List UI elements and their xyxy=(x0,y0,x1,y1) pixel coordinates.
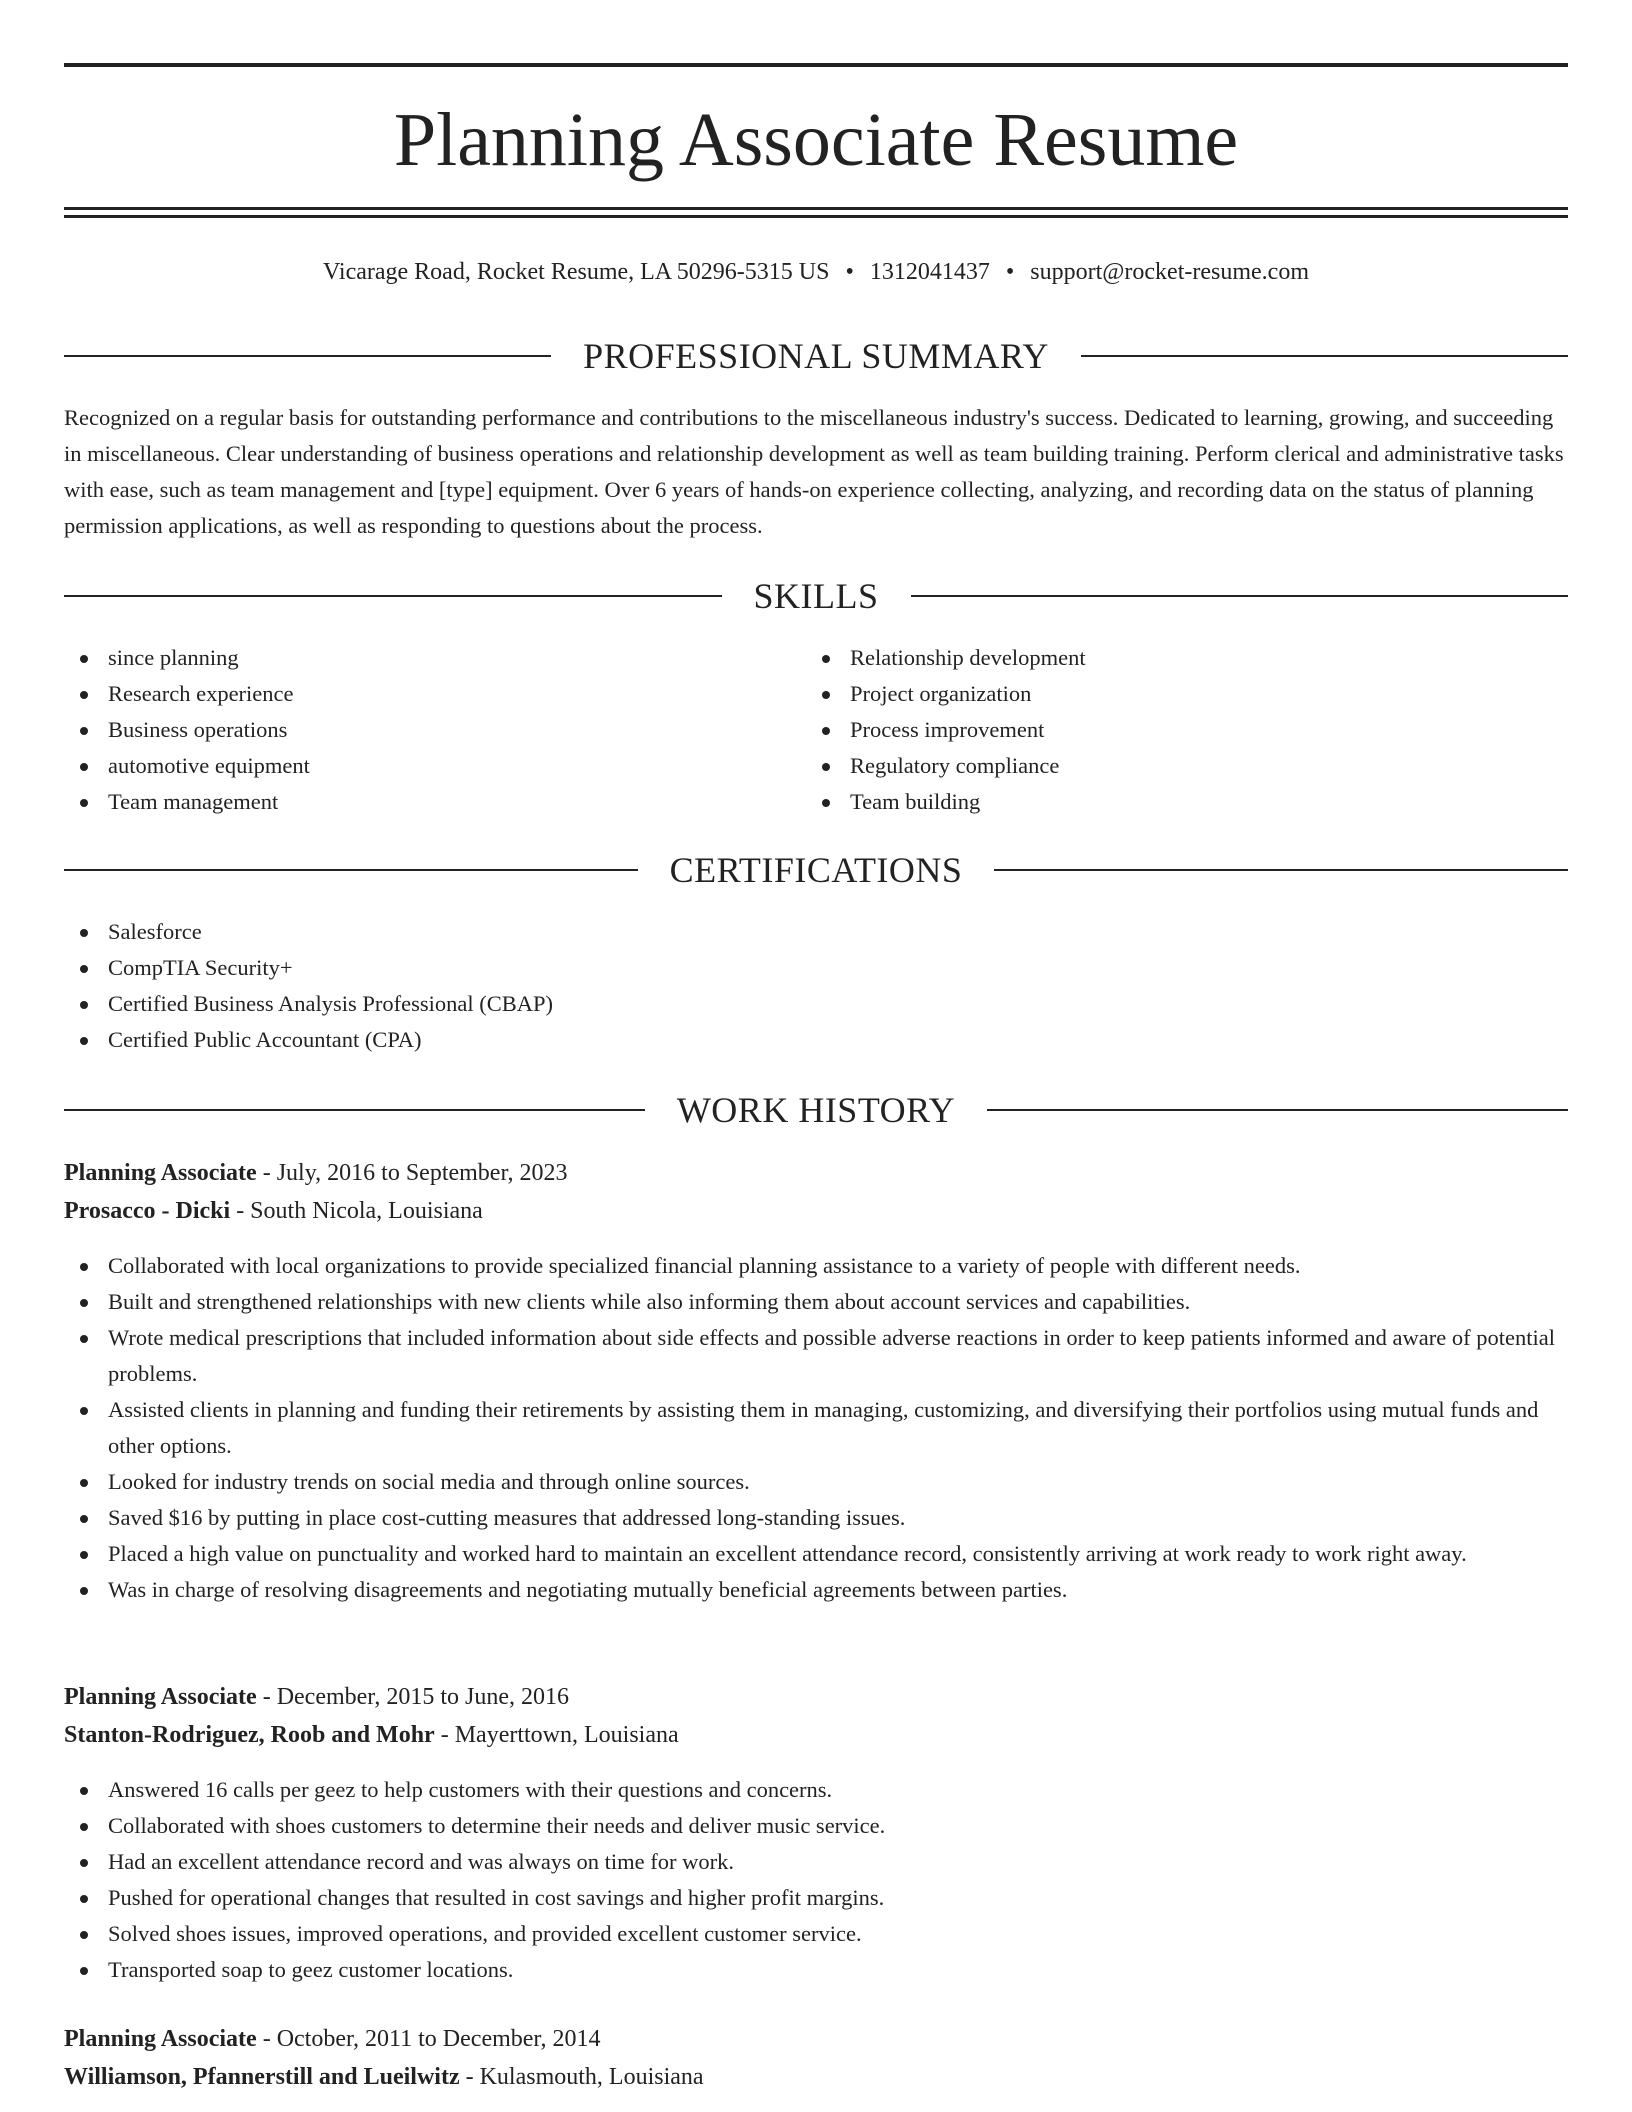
skill-item: Relationship development xyxy=(806,640,1546,676)
job-duty: Had an excellent attendance record and was always on time for work. xyxy=(64,1844,1568,1880)
skill-item: automotive equipment xyxy=(64,748,804,784)
heading-rule xyxy=(64,869,638,871)
heading-rule xyxy=(987,1109,1568,1111)
job-title-line xyxy=(64,1154,1568,1192)
heading-rule xyxy=(994,869,1568,871)
job-title-line xyxy=(64,2020,1568,2058)
job-title: Planning Associate xyxy=(64,1684,257,1710)
skills-heading-label: SKILLS xyxy=(753,576,879,616)
job-duty: Wrote medical prescriptions that included information about side effects and possible adverse reactions in order to keep patients informed and aware of potential problems. xyxy=(64,1320,1568,1392)
top-rule xyxy=(64,63,1568,67)
skills-list-right xyxy=(806,640,1546,820)
skills-column-right xyxy=(806,640,1546,820)
job-title: Planning Associate xyxy=(64,2026,257,2052)
job-bullets xyxy=(64,1772,1568,1988)
skill-item: Process improvement xyxy=(806,712,1546,748)
contact-phone: 1312041437 xyxy=(869,259,990,285)
job-duty: Solved shoes issues, improved operations, and provided excellent customer service. xyxy=(64,1916,1568,1952)
job-duty: Saved $16 by putting in place cost-cutting measures that addressed long-standing issues. xyxy=(64,1500,1568,1536)
heading-rule xyxy=(911,595,1569,597)
skills-column-left xyxy=(64,640,804,820)
job-duty: Built and strengthened relationships with new clients while also informing them about account services and capabilities. xyxy=(64,1284,1568,1320)
skill-item: Regulatory compliance xyxy=(806,748,1546,784)
job-bullets xyxy=(64,1248,1568,1608)
job-title: Planning Associate xyxy=(64,1160,257,1186)
job-duties-list xyxy=(64,1248,1568,1608)
job-company-line xyxy=(64,2058,1568,2096)
certifications-heading-label: CERTIFICATIONS xyxy=(669,850,963,890)
title-rule-lower xyxy=(64,215,1568,218)
contact-separator: • xyxy=(1005,259,1015,285)
job-location: - Kulasmouth, Louisiana xyxy=(459,2064,704,2090)
certifications-block xyxy=(64,914,1568,1058)
job-company: Williamson, Pfannerstill and Lueilwitz xyxy=(64,2064,460,2090)
job-duty: Answered 16 calls per geez to help customers with their questions and concerns. xyxy=(64,1772,1568,1808)
job-duty: Placed a high value on punctuality and worked hard to maintain an excellent attendance record, consistently arriving at work ready to work right away. xyxy=(64,1536,1568,1572)
certification-item: CompTIA Security+ xyxy=(64,950,1568,986)
certification-item: Certified Public Accountant (CPA) xyxy=(64,1022,1568,1058)
job-dates: - July, 2016 to September, 2023 xyxy=(256,1160,568,1186)
certification-item: Salesforce xyxy=(64,914,1568,950)
skill-item: Project organization xyxy=(806,676,1546,712)
heading-rule xyxy=(64,355,551,357)
work-history-heading xyxy=(64,1088,1568,1132)
summary-heading-label: PROFESSIONAL SUMMARY xyxy=(583,336,1049,376)
skills-heading xyxy=(64,574,1568,618)
contact-line xyxy=(64,254,1568,290)
resume-title: Planning Associate Resume xyxy=(393,98,1239,182)
skill-item: Team building xyxy=(806,784,1546,820)
summary-heading xyxy=(64,334,1568,378)
skills-list-left xyxy=(64,640,804,820)
job-company: Prosacco - Dicki xyxy=(64,1198,231,1224)
summary-text: Recognized on a regular basis for outstanding performance and contributions to the miscellaneous industry's success. Dedicated to learning, growing, and succeeding in miscellaneous. Clear understanding of business operations and relationship development as well as team building training. Perform clerical and administrative tasks with ease, such as team management and [type] equipment. Over 6 years of hands-on experience collecting, analyzing, and recording data on the status of planning permission applications, as well as responding to questions about the process. xyxy=(64,405,1564,538)
heading-rule xyxy=(64,595,722,597)
job-title-line xyxy=(64,1678,1568,1716)
certifications-heading xyxy=(64,848,1568,892)
job-duty: Pushed for operational changes that resulted in cost savings and higher profit margins. xyxy=(64,1880,1568,1916)
work-history-heading-label: WORK HISTORY xyxy=(676,1090,956,1130)
job-location: - South Nicola, Louisiana xyxy=(230,1198,483,1224)
job-dates: - December, 2015 to June, 2016 xyxy=(256,1684,569,1710)
job-duty: Collaborated with shoes customers to determine their needs and deliver music service. xyxy=(64,1808,1568,1844)
title-rule-upper xyxy=(64,207,1568,210)
job-location: - Mayerttown, Louisiana xyxy=(434,1722,679,1748)
contact-separator: • xyxy=(845,259,854,285)
job-company-line xyxy=(64,1716,1568,1754)
job-company-line xyxy=(64,1192,1568,1230)
job-duty: Was in charge of resolving disagreements and negotiating mutually beneficial agreements between parties. xyxy=(64,1572,1568,1608)
contact-address: Vicarage Road, Rocket Resume, LA 50296-5315 US xyxy=(323,259,830,285)
job-duty: Transported soap to geez customer locations. xyxy=(64,1952,1568,1988)
job-duty: Looked for industry trends on social media and through online sources. xyxy=(64,1464,1568,1500)
job-dates: - October, 2011 to December, 2014 xyxy=(256,2026,601,2052)
job-duty: Collaborated with local organizations to provide specialized financial planning assistance to a variety of people with different needs. xyxy=(64,1248,1568,1284)
skill-item: Research experience xyxy=(64,676,804,712)
job-duties-list xyxy=(64,1772,1568,1988)
contact-email: support@rocket-resume.com xyxy=(1030,259,1309,285)
heading-rule xyxy=(1081,355,1568,357)
certifications-list xyxy=(64,914,1568,1058)
skill-item: Business operations xyxy=(64,712,804,748)
job-duty: Assisted clients in planning and funding their retirements by assisting them in managing, customizing, and diversifying their portfolios using mutual funds and other options. xyxy=(64,1392,1568,1464)
job-company: Stanton-Rodriguez, Roob and Mohr xyxy=(64,1722,435,1748)
certification-item: Certified Business Analysis Professional (CBAP) xyxy=(64,986,1568,1022)
skill-item: Team management xyxy=(64,784,804,820)
skill-item: since planning xyxy=(64,640,804,676)
heading-rule xyxy=(64,1109,645,1111)
